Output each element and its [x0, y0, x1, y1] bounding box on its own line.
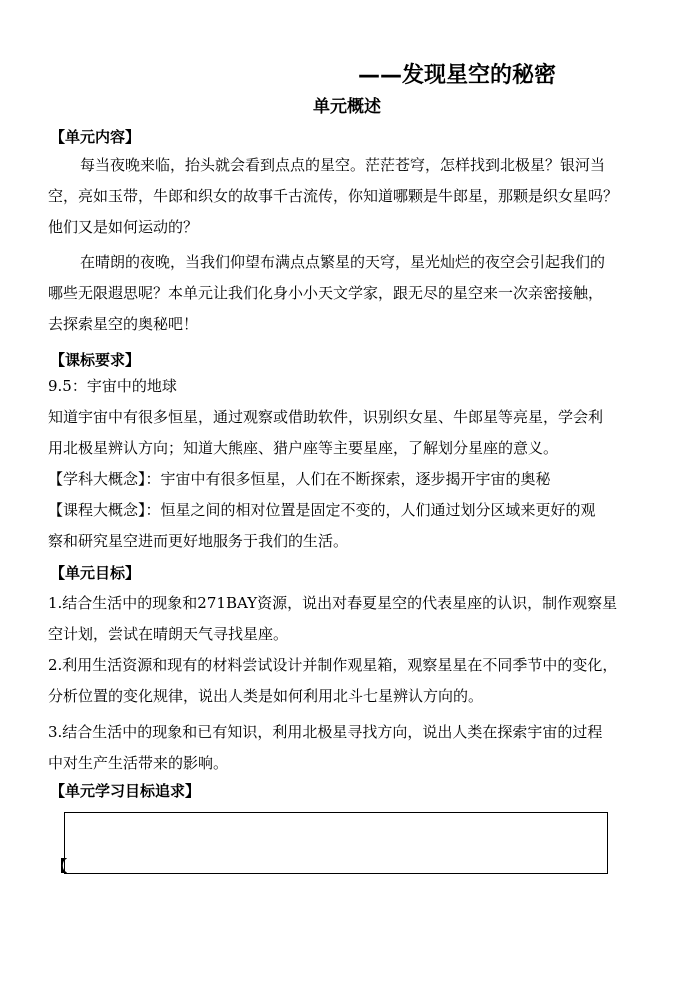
section-subtitle: 单元概述 — [313, 97, 381, 117]
unit-content-paragraph-2-cont — [48, 278, 603, 340]
course-concept-line: 察和研究星空进而更好地服务于我们的生活。 — [48, 532, 349, 550]
paragraph-line: 每当夜晚来临，抬头就会看到点点的星空。茫茫苍穹，怎样找到北极星？银河当 — [80, 156, 606, 174]
learning-goal-box — [64, 812, 608, 874]
standard-heading: 【课标要求】 — [50, 351, 141, 369]
subject-concept: 【学科大概念】：宇宙中有很多恒星，人们在不断探索，逐步揭开宇宙的奥秘 — [48, 470, 551, 488]
learning-goal-heading: 【单元学习目标追求】 — [50, 782, 201, 800]
goal-line: 2.利用生活资源和现有的材料尝试设计并制作观星箱，观察星星在不同季节中的变化， — [48, 656, 618, 674]
unit-content-paragraph-1-cont — [48, 181, 618, 243]
goal-line: 分析位置的变化规律，说出人类是如何利用北斗七星辨认方向的。 — [48, 687, 484, 705]
goal-line: 1.结合生活中的现象和271BAY资源，说出对春夏星空的代表星座的认识，制作观察星 — [48, 594, 618, 612]
course-concept-line: 【课程大概念】：恒星之间的相对位置是固定不变的，人们通过划分区域来更好的观 — [48, 501, 596, 519]
goal-heading: 【单元目标】 — [50, 564, 141, 582]
goal-line: 中对生产生活带来的影响。 — [48, 754, 229, 772]
goal-3 — [48, 717, 602, 779]
paragraph-line: 在晴朗的夜晚，当我们仰望布满点点繁星的天穹，星光灿烂的夜空会引起我们的 — [80, 253, 606, 271]
document-title: ——发现星空的秘密 — [358, 63, 557, 88]
unit-content-paragraph-2 — [80, 247, 605, 278]
unit-content-heading: 【单元内容】 — [50, 128, 141, 146]
standard-item: 9.5：宇宙中的地球 — [48, 377, 177, 395]
open-bracket: 【 — [52, 857, 68, 875]
goal-1 — [48, 588, 617, 650]
unit-content-paragraph-1 — [80, 150, 605, 181]
paragraph-line: 他们又是如何运动的？ — [48, 218, 199, 236]
standard-block — [48, 371, 603, 557]
paragraph-line: 空，亮如玉带，牛郎和织女的故事千古流传，你知道哪颗是牛郎星，那颗是织女星吗？ — [48, 187, 619, 205]
paragraph-line: 哪些无限遐思呢？本单元让我们化身小小天文学家，跟无尽的星空来一次亲密接触， — [48, 284, 604, 302]
paragraph-line: 知道宇宙中有很多恒星，通过观察或借助软件，识别织女星、牛郎星等亮星，学会利 — [48, 408, 604, 426]
goal-2 — [48, 650, 617, 712]
goal-line: 空计划，尝试在晴朗天气寻找星座。 — [48, 625, 289, 643]
paragraph-line: 去探索星空的奥秘吧！ — [48, 315, 199, 333]
goal-line: 3.结合生活中的现象和已有知识，利用北极星寻找方向，说出人类在探索宇宙的过程 — [48, 723, 603, 741]
paragraph-line: 用北极星辨认方向；知道大熊座、猎户座等主要星座，了解划分星座的意义。 — [48, 439, 559, 457]
